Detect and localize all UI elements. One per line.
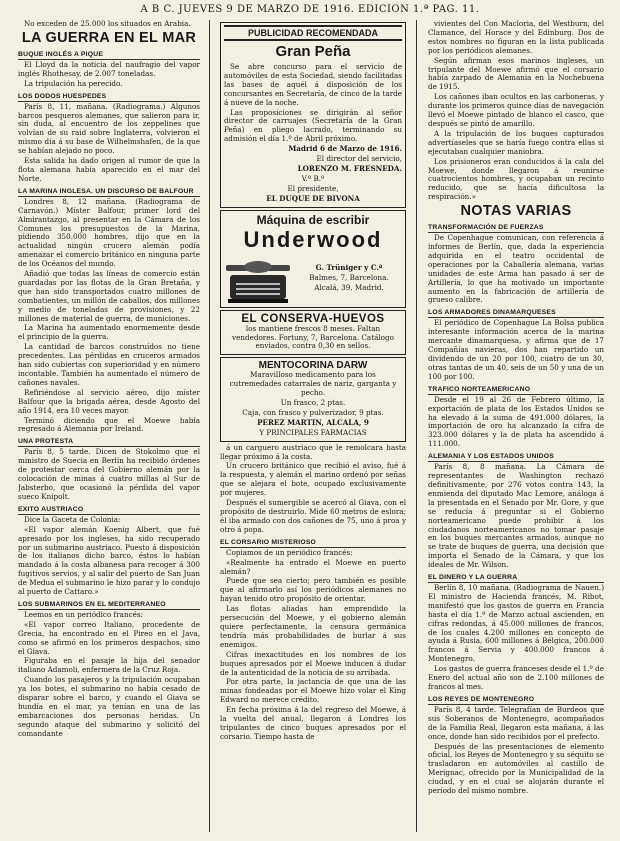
- article-paragraph: «El vapor correo Italiano, procedente de Grecia, ha encontrado en el Pireo en el Java, como se afirmó en los primeros despachos, sino el Giava.: [18, 619, 200, 656]
- article-paragraph: Cifras inexactitudes en los nombres de los buques apresados por el Moewe inducen á dudar de la autenticidad de la noticia de su arribada.: [220, 649, 406, 677]
- article-paragraph: Copiamos de un periódico francés:: [226, 547, 353, 557]
- conserva-text: los mantiene frescos 8 meses. Faltan vendedores. Fortuny, 7, Barcelona. Catálogo enviados, contra 0,30 en sellos.: [232, 323, 394, 351]
- article-paragraph: Dice la Gaceta de Colonia:: [24, 514, 121, 524]
- mentocorina-address: PEREZ MARTIN, ALCALA, 9: [257, 417, 369, 427]
- mentocorina-pharmacies: Y PRINCIPALES FARMACIAS: [259, 427, 367, 437]
- article-paragraph: Por otra parte, la jactancia de que una de las minas fondeadas por el Moewe hizo volar el King Edward no merece crédito.: [220, 677, 406, 705]
- article-paragraph: Después el sumergible se acercó al Giava, con el propósito de destruirlo. Mide 60 metros de eslora; él iba armado con dos cañones de 75, uno á proa y otro á popa.: [220, 498, 406, 534]
- article-paragraph: Los gastos de guerra franceses desde el 1.º de Enero del actual año son de 2.100 millones de francos al mes.: [428, 664, 604, 691]
- mentocorina-title: MENTOCORINA DARW: [258, 360, 368, 372]
- advert-gran-pena: [220, 22, 406, 208]
- column-rule: [209, 20, 210, 832]
- mentocorina-text: Maravilloso medicamento para los cutremedades catarrales de nariz, garganta y pecho.: [229, 370, 397, 398]
- section-heading: NOTAS VARIAS: [460, 203, 572, 220]
- article-paragraph: vivientes del Con Macloria, del Westburn, del Clamance, del Horace y del Edinburg. Dos de estos nombres no figuran en la lista publicada por los periódicos alemanes.: [428, 20, 604, 55]
- gran-pena-president-title: El presidente,: [287, 183, 339, 193]
- article-heading: LOS ARMADORES DINAMARQUESES: [428, 308, 604, 318]
- article-paragraph: Esta salida ha dado origen al rumor de que la flota alemana había aparecido en el mar del Norte.: [18, 156, 200, 183]
- article-paragraph: Las flotas aliadas han emprendido la persecución del Moewe, y el gobierno alemán quiere perfectamente, la censura germánica tendría más probabilidades de burlar á sus enemigos.: [220, 604, 406, 649]
- gran-pena-text-2: Las proposiciones se dirigirán al señor director de carruajes (Secretaría de la Gran Peña) en pliego lacrado, terminando su admisión el día 1.º de Abril próximo.: [224, 107, 402, 144]
- article-paragraph: Figuraba en el pasaje la hija del senador italiano Adamoli, enfermera de la Cruz Roja.: [18, 656, 200, 675]
- column-2-articles: [220, 444, 406, 742]
- article-paragraph: Terminó diciendo que el Moewe había regresado á Alemania por Ireland.: [18, 415, 200, 434]
- article-heading: UNA PROTESTA: [18, 437, 200, 447]
- gran-pena-president: EL DUQUE DE BIVONA: [266, 193, 360, 203]
- article-paragraph: Refiriéndose al servicio aéreo, dijo míster Balfour que la brigada aérea, desde Agosto del año 1914, era 10 veces mayor.: [18, 387, 200, 415]
- column-3: [428, 20, 604, 836]
- advert-underwood: [220, 210, 406, 308]
- article-paragraph: Leemos en un periódico francés:: [24, 609, 143, 619]
- article-paragraph: Berlín 8, 10 mañana. (Radiograma de Nauen.) El ministro de Hacienda francés, M. Ribot, manifestó que los gastos de guerra en Francia hasta el día 1.º de Marzo actual ascienden, en cifras redondas, á 45.000 millones de francos, de los cuales 4.200 millones en concepto de ayuda á Rusia, 600 millones á Bélgica, 200.000 francos á Servia y 400.000 francos á Montenegro.: [428, 583, 604, 664]
- advert-conserva: [220, 310, 406, 356]
- article-paragraph: Londres 8, 12 mañana. (Radiograma de Carnavón.) Míster Balfour, primer lord del Almirantazgo, al presentar en la Cámara de los Comunes los presupuestos de la Marina, pidiendo 350.000 hombres, dijo que en la actualidad ningún crucero alemán podía amenazar el comercio británico en ninguna parte de los Océanos del mundo.: [18, 196, 200, 269]
- column-1: [18, 20, 200, 836]
- page-header: A B C. JUEVES 9 DE MARZO DE 1916. EDICION 1.ª PAG. 11.: [140, 4, 480, 15]
- article-paragraph: No exceden de 25.000 los situados en Arabia.: [24, 20, 191, 28]
- article-paragraph: La cantidad de barcos construídos no tiene precedentes. Las pérdidas en cruceros armados han sido cubiertas con superioridad y en número incontable. También ha aumentado el número de cañones navales.: [18, 342, 200, 387]
- article-heading: LOS SUBMARINOS EN EL MEDITERRANEO: [18, 600, 200, 610]
- article-paragraph: París 8, 5 tarde. Dicen de Stokolmo que el ministro de Suecia en Berlín ha recibido órdenes de protestar cerca del Gobierno alemán por la colocación de minas á cuatro millas al Sur de Jabsterbo, que ocasionó la pérdida del vapor sueco Knipolt.: [18, 447, 200, 501]
- article-paragraph: Los cañones iban ocultos en las carboneras, y durante los primeros quince días de navegación llevó el Moewe pintado de blanco el casco, que después se pintó de amarillo.: [428, 92, 604, 128]
- advert-mentocorina: [220, 357, 406, 441]
- article-paragraph: A la tripulación de los buques capturados advertíaseles que se haría fuego contra ellas si ejecutaban cualquier maniobra.: [428, 128, 604, 156]
- article-paragraph: En fecha próxima á la del regreso del Moewe, á la vuelta del anual, llegaron á Londres los tripulantes de cinco buques apresados por el corsario. Tiempo hasta de: [220, 705, 406, 741]
- article-heading: LOS REYES DE MONTENEGRO: [428, 695, 604, 705]
- article-paragraph: Añadió que todas las líneas de comercio están guardadas por las flotas de la Gran Bretaña, y que han sido transportados cuatro millones de combatientes, un millón de caballos, dos millones y medio de toneladas de provisiones, y 22 millones de material de guerra, de municiones.: [18, 269, 200, 323]
- article-heading: TRAFICO NORTEAMERICANO: [428, 385, 604, 395]
- gran-pena-date: Madrid 6 de Marzo de 1916.: [288, 144, 402, 154]
- article-paragraph: «El vapor alemán Koenig Albert, que fué apresado por los ingleses, ha sido recuperado por un submarino austriaco. Puesto á disposición de los italianos dicho barco, éstos lo habían mandado á la costa albanesa para recoger á 300 fugitivos servios, y al salir del puerto de San Juan de Medua el submarino le hizo parar y lo condujo al puerto de Cattaro.»: [18, 524, 200, 597]
- article-paragraph: Desde el 19 al 26 de Febrero último, la exportación de plata de los Estados Unidos se ha elevado á la suma de 491.000 dólares, la importación de oro ha alcanzado la cifra de 323.000 dólares y la de plata ha ascendido á 111.000.: [428, 394, 604, 449]
- gran-pena-text: Se abre concurso para el servicio de automóviles de esta Sociedad, siendo facilitadas las bases de aquél á disposición de los concursantes en Secretaría, de cinco de la tarde á nueve de la noche.: [224, 62, 402, 107]
- column-2: [220, 20, 406, 836]
- typewriter-icon: [224, 253, 292, 305]
- conserva-title: EL CONSERVA-HUEVOS: [241, 312, 385, 325]
- underwood-company: G. Trüniger y C.ª: [315, 262, 383, 272]
- column-rule: [416, 20, 417, 832]
- mentocorina-price-2: Caja, con frasco y pulverizador, 9 ptas.: [242, 407, 384, 417]
- gran-pena-director-title: El director del servicio,: [316, 154, 402, 164]
- article-paragraph: á un carguero austriaco que le remolcara hasta llegar próximo á la costa.: [220, 442, 406, 461]
- article-paragraph: De Copenhague comunican, con referencia á informes de Berlín, que, dada la experiencia adquirida en el teatro occidental de operaciones por la Caballería alemana, varias unidades de este Arma han pasado á ser de Artillería, lo que ha motivado un importante aumento en la fabricación de artillería de grueso calibre.: [428, 233, 604, 305]
- article-paragraph: Cuando los pasajeros y la tripulación ocupaban ya los botes, el submarino no había cesado de disparar sobre el barco, y cuando el Giava se hundía en el mar, ya tenían en una de las embarcaciones dos personas heridas. Un segundo ataque del submarino y solicitó del comandante: [18, 675, 200, 738]
- article-heading: BUQUE INGLÉS A PIQUE: [18, 50, 200, 60]
- section-heading: LA GUERRA EN EL MAR: [21, 29, 197, 46]
- underwood-address-2: Alcalá, 39, Madrid.: [314, 282, 384, 292]
- article-paragraph: La tripulación ha perecido.: [24, 78, 123, 88]
- article-heading: LA MARINA INGLESA. UN DISCURSO DE BALFOUR: [18, 187, 200, 197]
- article-paragraph: París 8, 11, mañana. (Radiograma.) Algunos barcos pesqueros alemanes, que salieron para ir, sin duda, al encuentro de los zeppelines que volvían de su raid sobre Inglaterra, volvieron el mismo día á su base de Wilhelmshafen, de la que se habían alejado no poco.: [18, 101, 200, 156]
- gran-pena-vb: V.º B.º: [301, 173, 325, 183]
- article-paragraph: París 8, 4 tarde. Telegrafían de Burdeos que sus Soberanos de Montenegro, acompañados de la Familia Real, llegaron esta mañana, á las once, donde han sido recibidos por el prefecto.: [428, 704, 604, 741]
- article-heading: EL CORSARIO MISTERIOSO: [220, 538, 406, 548]
- article-paragraph: Según afirman esos marinos ingleses, un tripulante del Moewe afirmó que el corsario había zarpado de Alemania en la Nochebuena de 1915.: [428, 55, 604, 92]
- article-paragraph: Los prisioneros eran conducidos á la cala del Moewe, donde llegaron á reunirse cuatrocientos hombres, y ocupaban un recinto reducido, que se hacía dificultosa la respiración.»: [428, 156, 604, 202]
- mentocorina-price-1: Un frasco, 2 ptas.: [280, 398, 346, 408]
- article-paragraph: Un crucero británico que recibió el aviso, fué á la respuesta, y alemán el marino ordenó por señas que se alejara el bote, ocupado exclusivamente por mujeres.: [220, 461, 406, 498]
- article-heading: EL DINERO Y LA GUERRA: [428, 573, 604, 583]
- article-heading: ALEMANIA Y LOS ESTADOS UNIDOS: [428, 452, 604, 462]
- gran-pena-director: LORENZO M. FRESNEDA.: [297, 163, 402, 173]
- underwood-title: Underwood: [243, 226, 383, 252]
- article-paragraph: Puede que sea cierto; pero también es posible que al afirmarlo así los periódicos alemanes no hayan tenido otro propósito de orientar.: [220, 576, 406, 604]
- advert-section-title: PUBLICIDAD RECOMENDADA: [224, 25, 402, 41]
- article-paragraph: El Lloyd da la noticia del naufragio del vapor inglés Rhothesay, de 2.007 toneladas.: [18, 59, 200, 78]
- article-heading: EXITO AUSTRIACO: [18, 505, 200, 515]
- underwood-address-1: Balmes, 7, Barcelona.: [309, 272, 389, 282]
- gran-pena-title: Gran Peña: [275, 43, 351, 60]
- article-paragraph: «Realmente ha entrado el Moewe en puerto alemán?: [220, 557, 406, 576]
- article-paragraph: La Marina ha aumentado enormemente desde el principio de la guerra.: [18, 323, 200, 342]
- underwood-subtitle: Máquina de escribir: [256, 212, 370, 227]
- article-paragraph: Después de las presentaciones de elemento oficial, los Reyes de Montenegro y su séquito se trasladaron en automóviles al castillo de Merignac, ofrecido por la Municipalidad de la ciudad, y en el cual se alojarán durante el período del mismo nombre.: [428, 741, 604, 796]
- article-heading: TRANSFORMACIÓN DE FUERZAS: [428, 223, 604, 233]
- article-paragraph: El periódico de Copenhague La Bolsa publica interesante información acerca de la marina mercante dinamarquesa, y afirma que de 17 Compañías navieras, dos han repartido un dividendo de un 20 por 100, cuatro de un 30, otras tantas de un 40, seis de un 50 y una de un 100 por 100.: [428, 318, 604, 381]
- article-heading: LOS DODOS HUESPEDES: [18, 92, 200, 102]
- article-paragraph: París 8, 8 mañana. La Cámara de representantes de Washington rechazó definitivamente, por 276 votos contra 143, la enmienda del diputado Mac Lemore, análoga á la presentada en el Senado por Mr. Gore, y que se reducía á preguntar si el Gobierno norteamericano puede prohibir á los ciudadanos norteamericanos no tomar pasaje en los buques mercantes armados, aunque no se trate de buques de guerra, una decisión que importa el Senado de la Cámara, y que los ideales de Mr. Wilson.: [428, 462, 604, 570]
